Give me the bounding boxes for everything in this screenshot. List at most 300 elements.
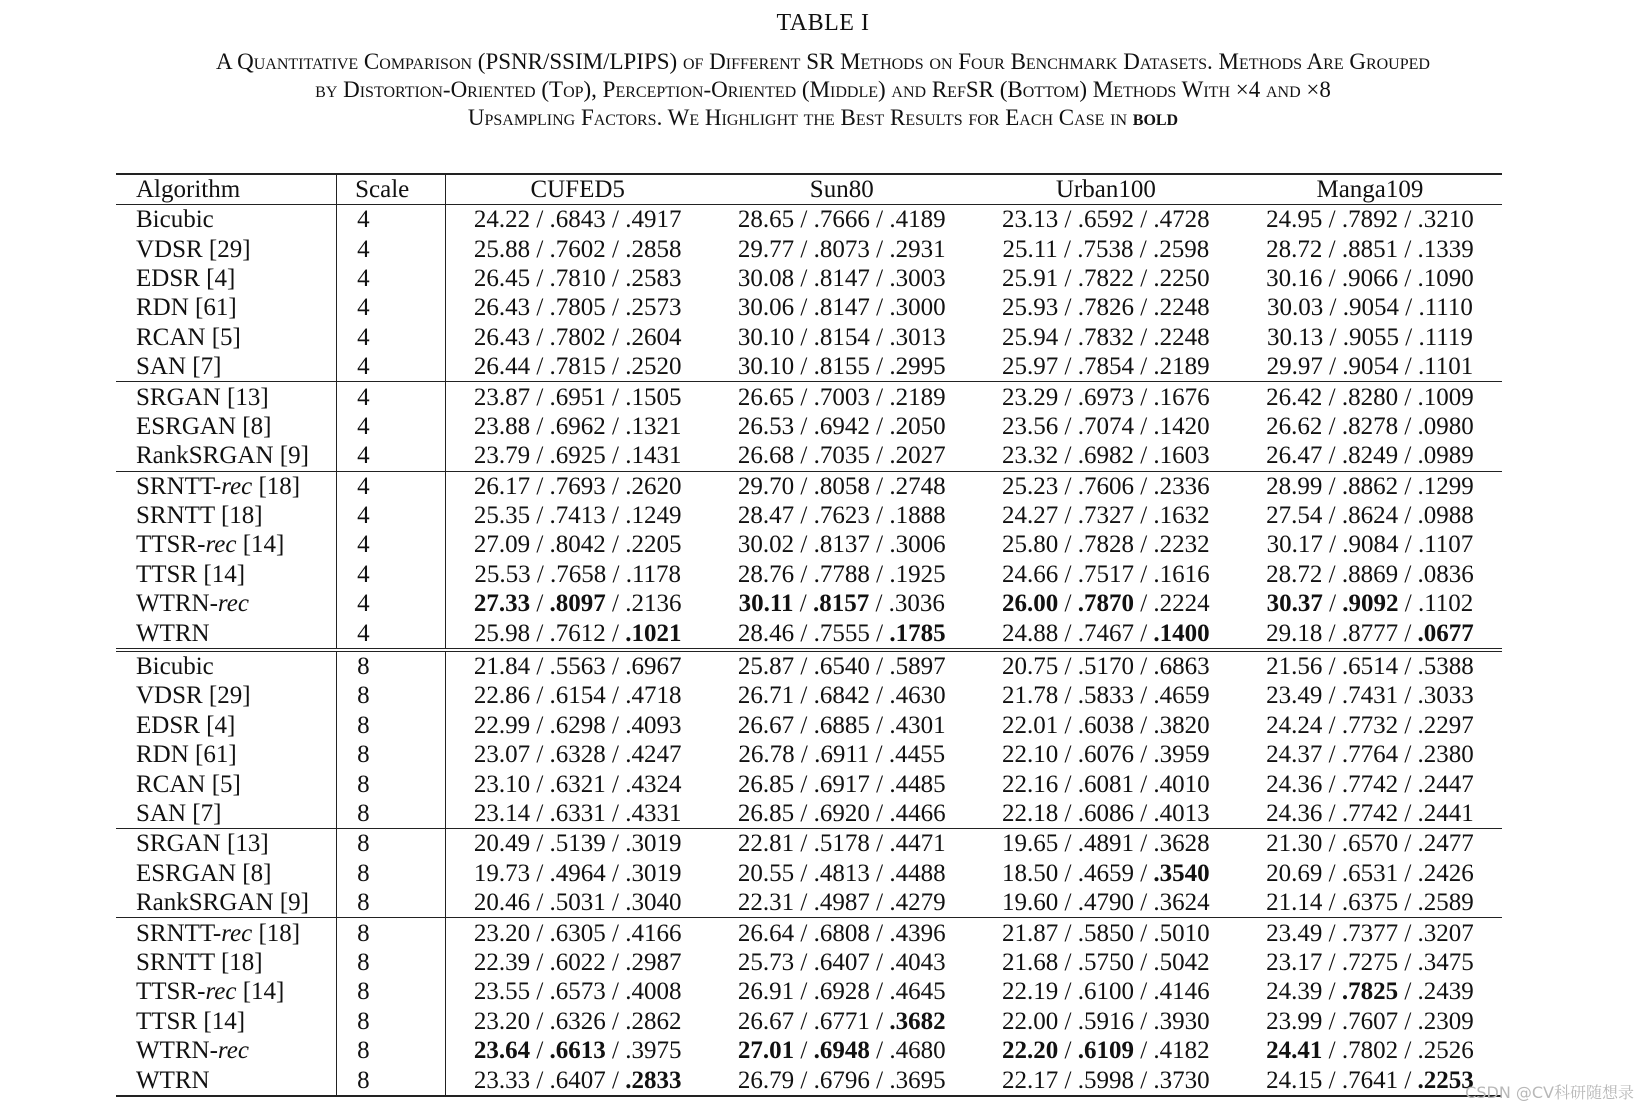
ssim-value: .5170 bbox=[1077, 653, 1134, 681]
lpips-value: .2309 bbox=[1417, 1007, 1474, 1035]
ssim-value: .7377 bbox=[1341, 919, 1399, 947]
algorithm-name: WTRN- bbox=[136, 590, 218, 618]
lpips-value: .1339 bbox=[1417, 235, 1474, 263]
ssim-value: .7517 bbox=[1077, 560, 1134, 588]
metric-cell-manga109: 24.36 / .7742 / .2441 bbox=[1266, 800, 1474, 827]
ssim-value: .6771 bbox=[813, 1007, 870, 1035]
lpips-value: .2426 bbox=[1417, 859, 1474, 887]
psnr-value: 30.10 bbox=[737, 323, 795, 351]
algorithm-cell bbox=[116, 888, 337, 918]
metric-cell-urban100: 23.32 / .6982 / .1603 bbox=[1002, 442, 1210, 470]
table-row bbox=[116, 740, 1502, 769]
algorithm-name: WTRN- bbox=[136, 1037, 218, 1065]
ssim-value: .7732 bbox=[1341, 711, 1399, 739]
psnr-value: 26.00 bbox=[1002, 590, 1059, 618]
psnr-value: 24.22 bbox=[473, 206, 531, 234]
lpips-value: .2050 bbox=[889, 412, 946, 440]
table-row bbox=[116, 1036, 1502, 1065]
metric-cell-manga109: 28.72 / .8869 / .0836 bbox=[1266, 560, 1474, 588]
lpips-value: .6863 bbox=[1153, 653, 1210, 681]
lpips-value: .4466 bbox=[889, 800, 946, 827]
metric-cell-cufed5: 25.98 / .7612 / .1021 bbox=[473, 619, 682, 647]
lpips-value: .3695 bbox=[889, 1066, 946, 1094]
lpips-value: .3003 bbox=[889, 264, 946, 292]
psnr-value: 28.72 bbox=[1266, 560, 1323, 588]
ssim-value: .4813 bbox=[813, 859, 870, 887]
ssim-value: .6613 bbox=[549, 1037, 606, 1065]
ssim-value: .8624 bbox=[1341, 502, 1399, 530]
table-row bbox=[116, 888, 1502, 918]
psnr-value: 24.88 bbox=[1002, 619, 1059, 647]
algorithm-cell bbox=[116, 859, 337, 888]
ssim-value: .6321 bbox=[549, 770, 606, 798]
psnr-value: 27.33 bbox=[473, 590, 531, 618]
metric-cell-cufed5: 26.45 / .7810 / .2583 bbox=[473, 264, 682, 292]
results-table bbox=[116, 173, 1502, 1097]
ssim-value: .8097 bbox=[549, 590, 606, 618]
metric-cell-manga109: 29.18 / .8777 / .0677 bbox=[1266, 619, 1474, 647]
algorithm-name: Bicubic bbox=[136, 653, 214, 681]
psnr-value: 21.30 bbox=[1266, 830, 1323, 858]
metric-cell-cufed5: 26.17 / .7693 / .2620 bbox=[445, 471, 710, 501]
psnr-value: 20.69 bbox=[1266, 859, 1323, 887]
psnr-value: 21.87 bbox=[1002, 919, 1059, 947]
ssim-value: .9054 bbox=[1342, 353, 1399, 381]
psnr-value: 26.62 bbox=[1266, 412, 1323, 440]
ssim-value: .7641 bbox=[1341, 1066, 1399, 1094]
lpips-value: .2526 bbox=[1417, 1037, 1474, 1065]
metric-cell-manga109: 24.41 / .7802 / .2526 bbox=[1266, 1037, 1474, 1065]
psnr-value: 29.18 bbox=[1266, 619, 1323, 647]
algorithm-name: TTSR- bbox=[136, 978, 206, 1006]
lpips-value: .2620 bbox=[625, 472, 682, 500]
ssim-value: .7413 bbox=[549, 502, 606, 530]
psnr-value: 26.65 bbox=[737, 383, 795, 411]
lpips-value: .5897 bbox=[889, 653, 946, 681]
ssim-value: .7742 bbox=[1341, 770, 1399, 798]
psnr-value: 24.37 bbox=[1266, 741, 1323, 769]
lpips-value: .2748 bbox=[889, 472, 946, 500]
lpips-value: .0836 bbox=[1417, 560, 1474, 588]
lpips-value: .6967 bbox=[625, 653, 682, 681]
algorithm-rec-suffix: rec bbox=[217, 1037, 249, 1065]
algorithm-name: TTSR- bbox=[136, 531, 206, 559]
psnr-value: 21.78 bbox=[1002, 682, 1059, 710]
psnr-value: 23.17 bbox=[1266, 948, 1323, 976]
metric-cell-cufed5: 23.87 / .6951 / .1505 bbox=[445, 382, 710, 412]
lpips-value: .4331 bbox=[625, 800, 682, 827]
lpips-value: .2583 bbox=[625, 264, 682, 292]
ssim-value: .5178 bbox=[813, 830, 870, 858]
ssim-value: .7538 bbox=[1077, 235, 1134, 263]
lpips-value: .2598 bbox=[1152, 235, 1210, 263]
algorithm-cell bbox=[116, 471, 337, 501]
psnr-value: 24.27 bbox=[1002, 502, 1059, 530]
metric-cell-sun80: 27.01 / .6948 / .4680 bbox=[737, 1037, 946, 1065]
metric-cell-manga109: 30.03 / .9054 / .1110 bbox=[1267, 294, 1473, 322]
ssim-value: .6808 bbox=[813, 919, 870, 947]
metric-cell-sun80: 30.10 / .8154 / .3013 bbox=[737, 323, 946, 351]
ssim-value: .7606 bbox=[1077, 472, 1134, 500]
algorithm-name: SRNTT [18] bbox=[136, 502, 263, 530]
psnr-value: 23.88 bbox=[473, 412, 531, 440]
lpips-value: .2995 bbox=[889, 353, 946, 381]
metric-cell-manga109: 23.49 / .7431 / .3033 bbox=[1266, 682, 1474, 710]
scale-cell: 4 bbox=[337, 293, 446, 322]
lpips-value: .2987 bbox=[625, 948, 682, 976]
scale-cell: 4 bbox=[337, 501, 446, 530]
lpips-value: .3036 bbox=[888, 590, 945, 618]
ssim-value: .8155 bbox=[813, 353, 870, 381]
ssim-value: .6592 bbox=[1077, 206, 1134, 234]
metric-cell-cufed5: 25.53 / .7658 / .1178 bbox=[474, 560, 682, 588]
metric-cell-cufed5: 23.10 / .6321 / .4324 bbox=[473, 770, 682, 798]
metric-cell-sun80: 26.65 / .7003 / .2189 bbox=[710, 382, 974, 412]
scale-cell: 8 bbox=[337, 769, 446, 798]
ssim-value: .7003 bbox=[813, 383, 870, 411]
ssim-value: .9092 bbox=[1342, 590, 1399, 618]
psnr-value: 21.68 bbox=[1002, 948, 1059, 976]
ssim-value: .5139 bbox=[549, 830, 606, 858]
psnr-value: 25.88 bbox=[473, 235, 531, 263]
psnr-value: 30.06 bbox=[737, 294, 795, 322]
metric-cell-cufed5: 26.44 / .7815 / .2520 bbox=[473, 353, 682, 381]
lpips-value: .2250 bbox=[1153, 264, 1210, 292]
ssim-value: .6514 bbox=[1341, 653, 1399, 681]
metric-cell-urban100: 22.10 / .6076 / .3959 bbox=[1002, 741, 1210, 769]
algorithm-cell bbox=[116, 740, 337, 769]
psnr-value: 26.68 bbox=[737, 442, 795, 470]
ssim-value: .7035 bbox=[813, 442, 870, 470]
ssim-value: .6982 bbox=[1077, 442, 1134, 470]
header-dataset-sun80: Sun80 bbox=[710, 174, 974, 205]
lpips-value: .1676 bbox=[1153, 383, 1210, 411]
psnr-value: 25.11 bbox=[1002, 235, 1058, 263]
ssim-value: .8147 bbox=[813, 264, 870, 292]
lpips-value: .3975 bbox=[625, 1037, 682, 1065]
scale-cell: 8 bbox=[337, 1036, 446, 1065]
header-dataset-urban100: Urban100 bbox=[974, 174, 1238, 205]
metric-cell-urban100: 23.13 / .6592 / .4728 bbox=[1002, 206, 1210, 234]
algorithm-cell bbox=[116, 234, 337, 263]
psnr-value: 27.09 bbox=[473, 531, 531, 559]
ssim-value: .6038 bbox=[1077, 711, 1134, 739]
psnr-value: 25.23 bbox=[1002, 472, 1059, 500]
ssim-value: .8862 bbox=[1341, 472, 1399, 500]
watermark: CSDN @CV科研随想录 bbox=[1465, 1083, 1634, 1102]
ssim-value: .8777 bbox=[1341, 619, 1399, 647]
algorithm-cell bbox=[116, 1036, 337, 1065]
lpips-value: .2862 bbox=[625, 1007, 682, 1035]
psnr-value: 23.79 bbox=[473, 442, 531, 470]
table-row bbox=[116, 560, 1502, 589]
metric-cell-sun80: 20.55 / .4813 / .4488 bbox=[737, 859, 946, 887]
lpips-value: .3628 bbox=[1153, 830, 1210, 858]
table-row bbox=[116, 1065, 1502, 1095]
psnr-value: 23.32 bbox=[1002, 442, 1059, 470]
metric-cell-urban100: 21.68 / .5750 / .5042 bbox=[1002, 948, 1210, 976]
algorithm-cell bbox=[116, 650, 337, 681]
lpips-value: .2604 bbox=[625, 323, 682, 351]
ssim-value: .9084 bbox=[1342, 531, 1399, 559]
scale-cell: 4 bbox=[337, 264, 446, 293]
lpips-value: .1102 bbox=[1417, 590, 1474, 618]
lpips-value: .4182 bbox=[1153, 1037, 1210, 1065]
psnr-value: 23.07 bbox=[473, 741, 531, 769]
lpips-value: .4455 bbox=[888, 741, 946, 769]
lpips-value: .3019 bbox=[625, 859, 682, 887]
psnr-value: 29.97 bbox=[1266, 353, 1323, 381]
psnr-value: 26.47 bbox=[1266, 442, 1323, 470]
table-caption bbox=[0, 6, 1646, 132]
algorithm-cell bbox=[116, 977, 337, 1006]
psnr-value: 30.16 bbox=[1266, 264, 1323, 292]
lpips-value: .3475 bbox=[1417, 948, 1474, 976]
metric-cell-sun80: 26.79 / .6796 / .3695 bbox=[710, 1065, 974, 1095]
lpips-value: .2380 bbox=[1417, 741, 1474, 769]
scale-cell: 4 bbox=[337, 382, 446, 412]
caption-text bbox=[5, 48, 1641, 132]
header-dataset-cufed5: CUFED5 bbox=[445, 174, 710, 205]
algorithm-cell bbox=[116, 264, 337, 293]
table-row bbox=[116, 769, 1502, 798]
scale-cell: 4 bbox=[337, 589, 446, 618]
ssim-value: .4790 bbox=[1077, 889, 1134, 917]
lpips-value: .2027 bbox=[889, 442, 946, 470]
lpips-value: .4471 bbox=[889, 830, 946, 858]
ssim-value: .9066 bbox=[1341, 264, 1399, 292]
lpips-value: .4396 bbox=[889, 919, 946, 947]
table-row bbox=[116, 799, 1502, 829]
psnr-value: 23.56 bbox=[1002, 412, 1059, 440]
metric-cell-manga109: 30.16 / .9066 / .1090 bbox=[1266, 264, 1474, 292]
metric-cell-urban100: 21.87 / .5850 / .5010 bbox=[974, 918, 1238, 948]
psnr-value: 27.54 bbox=[1266, 502, 1323, 530]
algorithm-name: TTSR [14] bbox=[136, 560, 246, 588]
ssim-value: .7892 bbox=[1341, 206, 1399, 234]
metric-cell-cufed5: 23.55 / .6573 / .4008 bbox=[473, 978, 682, 1006]
lpips-value: .4630 bbox=[889, 682, 946, 710]
psnr-value: 23.29 bbox=[1002, 383, 1059, 411]
ssim-value: .6081 bbox=[1077, 770, 1134, 798]
psnr-value: 21.14 bbox=[1266, 889, 1323, 917]
algorithm-cell bbox=[116, 711, 337, 740]
lpips-value: .2224 bbox=[1153, 590, 1210, 618]
ssim-value: .6100 bbox=[1077, 978, 1134, 1006]
ssim-value: .6407 bbox=[813, 948, 870, 976]
lpips-value: .1925 bbox=[889, 560, 946, 588]
psnr-value: 28.47 bbox=[737, 502, 795, 530]
lpips-value: .2248 bbox=[1153, 294, 1210, 322]
algorithm-name: SRNTT- bbox=[136, 919, 222, 947]
lpips-value: .4166 bbox=[625, 919, 682, 947]
algorithm-name: TTSR [14] bbox=[136, 1007, 246, 1035]
scale-cell: 4 bbox=[337, 323, 446, 352]
psnr-value: 29.70 bbox=[737, 472, 795, 500]
ssim-value: .7822 bbox=[1077, 264, 1134, 292]
psnr-value: 23.14 bbox=[473, 800, 531, 827]
algorithm-cell bbox=[116, 205, 337, 235]
metric-cell-manga109: 24.15 / .7641 / .2253 bbox=[1238, 1065, 1502, 1095]
ssim-value: .4891 bbox=[1077, 830, 1134, 858]
lpips-value: .1101 bbox=[1417, 353, 1474, 381]
metric-cell-urban100: 23.29 / .6973 / .1676 bbox=[974, 382, 1238, 412]
psnr-value: 24.24 bbox=[1266, 711, 1323, 739]
ssim-value: .6925 bbox=[549, 442, 606, 470]
table-row bbox=[116, 323, 1502, 352]
algorithm-name: SAN [7] bbox=[136, 353, 222, 381]
table-row bbox=[116, 711, 1502, 740]
psnr-value: 21.56 bbox=[1266, 653, 1323, 681]
metric-cell-manga109: 24.95 / .7892 / .3210 bbox=[1266, 206, 1474, 234]
metric-cell-urban100: 19.65 / .4891 / .3628 bbox=[974, 829, 1238, 859]
scale-cell: 8 bbox=[337, 888, 446, 918]
lpips-value: .2232 bbox=[1153, 531, 1210, 559]
scale-cell: 4 bbox=[337, 530, 446, 559]
table-row bbox=[116, 264, 1502, 293]
lpips-value: .1785 bbox=[889, 619, 946, 647]
metric-cell-sun80: 28.65 / .7666 / .4189 bbox=[737, 206, 946, 234]
psnr-value: 22.17 bbox=[1002, 1066, 1059, 1094]
psnr-value: 24.41 bbox=[1266, 1037, 1323, 1065]
algorithm-name: EDSR [4] bbox=[136, 264, 236, 292]
algorithm-citation: [18] bbox=[252, 472, 301, 500]
psnr-value: 28.76 bbox=[737, 560, 795, 588]
metric-cell-sun80: 26.53 / .6942 / .2050 bbox=[737, 412, 946, 440]
metric-cell-manga109: 26.47 / .8249 / .0989 bbox=[1266, 442, 1474, 470]
caption-bold-word: bold bbox=[1132, 105, 1179, 130]
psnr-value: 23.55 bbox=[473, 978, 531, 1006]
lpips-value: .1021 bbox=[625, 619, 682, 647]
lpips-value: .2520 bbox=[625, 353, 682, 381]
lpips-value: .2447 bbox=[1417, 770, 1474, 798]
psnr-value: 25.94 bbox=[1002, 323, 1059, 351]
psnr-value: 20.75 bbox=[1002, 653, 1059, 681]
psnr-value: 24.15 bbox=[1266, 1066, 1323, 1094]
psnr-value: 25.73 bbox=[737, 948, 795, 976]
ssim-value: .7658 bbox=[550, 560, 607, 588]
header-scale: Scale bbox=[337, 174, 446, 205]
table-row bbox=[116, 441, 1502, 471]
caption-line-2: by Distortion-Oriented (Top), Perception-Oriented (Middle) and RefSR (Bottom) Methods With ×4 and ×8 bbox=[315, 77, 1331, 102]
psnr-value: 22.10 bbox=[1002, 741, 1059, 769]
ssim-value: .7467 bbox=[1077, 619, 1134, 647]
lpips-value: .1110 bbox=[1418, 294, 1473, 322]
metric-cell-urban100: 23.56 / .7074 / .1420 bbox=[1002, 412, 1210, 440]
metric-cell-urban100: 25.93 / .7826 / .2248 bbox=[1002, 294, 1210, 322]
metric-cell-cufed5: 19.73 / .4964 / .3019 bbox=[473, 859, 682, 887]
table-row bbox=[116, 530, 1502, 559]
metric-cell-urban100: 25.80 / .7828 / .2232 bbox=[1002, 531, 1210, 559]
ssim-value: .6573 bbox=[549, 978, 606, 1006]
lpips-value: .2205 bbox=[625, 531, 682, 559]
table-row bbox=[116, 293, 1502, 322]
metric-cell-manga109: 23.17 / .7275 / .3475 bbox=[1266, 948, 1474, 976]
ssim-value: .5563 bbox=[549, 653, 606, 681]
algorithm-name: EDSR [4] bbox=[136, 711, 236, 739]
psnr-value: 21.84 bbox=[473, 653, 531, 681]
lpips-value: .3033 bbox=[1417, 682, 1474, 710]
psnr-value: 19.65 bbox=[1002, 830, 1059, 858]
psnr-value: 25.97 bbox=[1002, 353, 1059, 381]
psnr-value: 23.49 bbox=[1266, 919, 1323, 947]
lpips-value: .1400 bbox=[1153, 619, 1210, 647]
psnr-value: 25.87 bbox=[737, 653, 795, 681]
metric-cell-urban100: 25.97 / .7854 / .2189 bbox=[1002, 353, 1210, 381]
caption-line-1: A Quantitative Comparison (PSNR/SSIM/LPIPS) of Different SR Methods on Four Benchmark Datasets. Methods Are Grouped bbox=[216, 49, 1430, 74]
lpips-value: .4485 bbox=[889, 770, 946, 798]
scale-cell: 8 bbox=[337, 948, 446, 977]
scale-cell: 8 bbox=[337, 799, 446, 829]
psnr-value: 26.17 bbox=[473, 472, 531, 500]
lpips-value: .1505 bbox=[625, 383, 682, 411]
table-row bbox=[116, 352, 1502, 382]
metric-cell-manga109: 24.39 / .7825 / .2439 bbox=[1266, 978, 1474, 1006]
metric-cell-manga109: 30.17 / .9084 / .1107 bbox=[1266, 531, 1474, 559]
algorithm-cell bbox=[116, 829, 337, 859]
ssim-value: .6022 bbox=[549, 948, 606, 976]
ssim-value: .8278 bbox=[1341, 412, 1399, 440]
lpips-value: .1321 bbox=[625, 412, 682, 440]
ssim-value: .6843 bbox=[549, 206, 606, 234]
ssim-value: .6796 bbox=[813, 1066, 870, 1094]
psnr-value: 23.33 bbox=[473, 1066, 531, 1094]
metric-cell-urban100: 24.27 / .7327 / .1632 bbox=[1002, 502, 1210, 530]
metric-cell-sun80: 30.06 / .8147 / .3000 bbox=[737, 294, 946, 322]
psnr-value: 30.03 bbox=[1267, 294, 1324, 322]
metric-cell-manga109: 23.99 / .7607 / .2309 bbox=[1266, 1007, 1474, 1035]
algorithm-name: SRNTT [18] bbox=[136, 948, 263, 976]
psnr-value: 23.49 bbox=[1266, 682, 1323, 710]
metric-cell-sun80: 29.70 / .8058 / .2748 bbox=[710, 471, 974, 501]
table-row bbox=[116, 234, 1502, 263]
ssim-value: .6154 bbox=[549, 682, 606, 710]
ssim-value: .6086 bbox=[1077, 800, 1134, 827]
ssim-value: .5031 bbox=[549, 889, 606, 917]
psnr-value: 30.11 bbox=[738, 590, 794, 618]
algorithm-name: SRGAN [13] bbox=[136, 383, 269, 411]
lpips-value: .4728 bbox=[1153, 206, 1210, 234]
metric-cell-sun80: 28.46 / .7555 / .1785 bbox=[737, 619, 946, 647]
metric-cell-sun80: 29.77 / .8073 / .2931 bbox=[737, 235, 946, 263]
lpips-value: .1616 bbox=[1153, 560, 1210, 588]
metric-cell-sun80: 26.71 / .6842 / .4630 bbox=[737, 682, 946, 710]
psnr-value: 26.71 bbox=[737, 682, 795, 710]
metric-cell-cufed5: 22.86 / .6154 / .4718 bbox=[473, 682, 682, 710]
ssim-value: .6407 bbox=[549, 1066, 606, 1094]
table-row bbox=[116, 501, 1502, 530]
header-algorithm: Algorithm bbox=[116, 174, 337, 205]
lpips-value: .1888 bbox=[889, 502, 946, 530]
metric-cell-sun80: 26.85 / .6917 / .4485 bbox=[737, 770, 946, 798]
ssim-value: .6331 bbox=[549, 800, 606, 827]
algorithm-cell bbox=[116, 501, 337, 530]
lpips-value: .1603 bbox=[1153, 442, 1210, 470]
psnr-value: 28.65 bbox=[737, 206, 795, 234]
ssim-value: .8058 bbox=[813, 472, 870, 500]
metric-cell-urban100: 25.11 / .7538 / .2598 bbox=[1002, 235, 1210, 263]
ssim-value: .7832 bbox=[1077, 323, 1134, 351]
metric-cell-cufed5: 24.22 / .6843 / .4917 bbox=[473, 206, 682, 234]
metric-cell-cufed5: 25.88 / .7602 / .2858 bbox=[473, 235, 682, 263]
lpips-value: .4043 bbox=[889, 948, 946, 976]
ssim-value: .6942 bbox=[813, 412, 870, 440]
table-header bbox=[116, 174, 1502, 205]
algorithm-cell bbox=[116, 1007, 337, 1036]
lpips-value: .4917 bbox=[625, 206, 682, 234]
lpips-value: .3820 bbox=[1153, 711, 1210, 739]
scale-cell: 8 bbox=[337, 918, 446, 948]
